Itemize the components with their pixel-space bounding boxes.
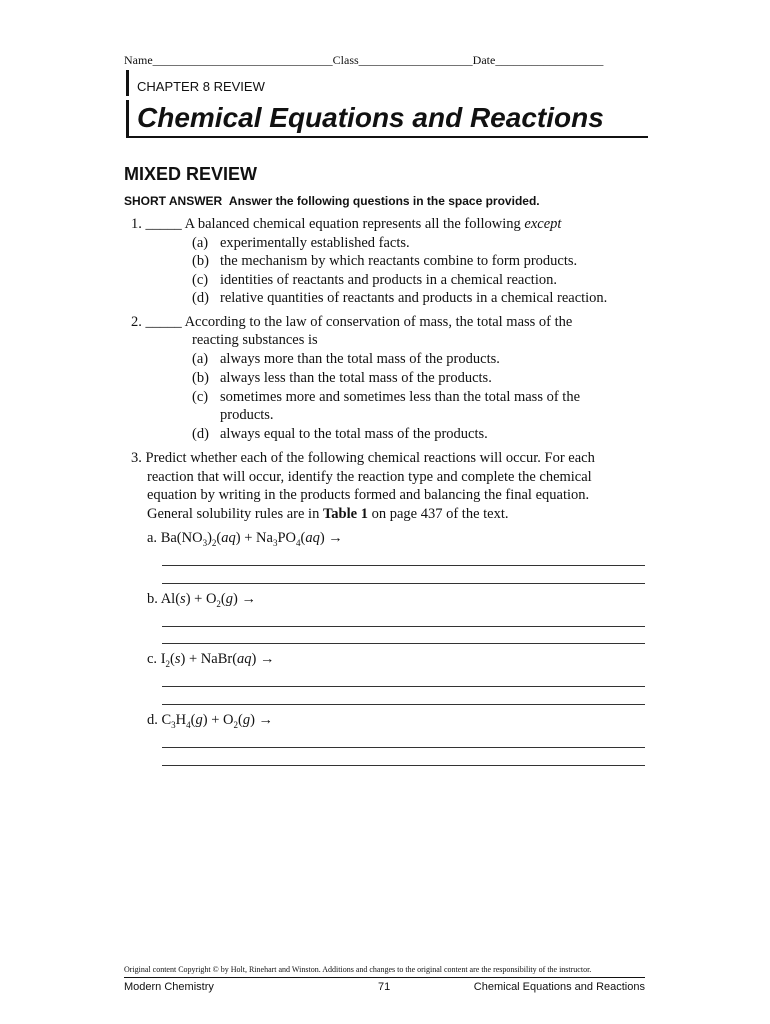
answer-line[interactable]: [162, 583, 645, 584]
answer-line[interactable]: [162, 704, 645, 705]
section-heading: MIXED REVIEW: [124, 164, 258, 184]
answer-blank[interactable]: _____: [145, 216, 182, 232]
option-text: products.: [220, 407, 274, 423]
option-b: [192, 253, 577, 270]
part-label: b.: [147, 591, 158, 607]
question-number: 1.: [131, 216, 142, 232]
page-number: 71: [378, 981, 391, 993]
option-a: [192, 351, 500, 368]
option-text: always equal to the total mass of the products.: [220, 426, 488, 442]
question-number: 2.: [131, 314, 142, 330]
option-c-continued: [192, 407, 274, 424]
instructions-text: Answer the following questions in the space provided.: [228, 194, 540, 208]
reaction-arrow: →: [258, 712, 274, 728]
reaction-d: d. $C_3H_4(g) + O_2(g)$ →: [147, 712, 274, 730]
question-3-line-3: equation by writing in the products formed and balancing the final equation.: [147, 487, 590, 503]
option-d: [192, 426, 488, 443]
instructions-label: SHORT ANSWER: [124, 194, 223, 208]
part-label: a.: [147, 530, 158, 546]
table-reference: Table 1: [322, 506, 368, 522]
option-a: [192, 235, 410, 252]
question-text: A balanced chemical equation represents all the following: [184, 216, 521, 232]
option-key: (b): [192, 370, 209, 386]
answer-line[interactable]: [162, 626, 645, 627]
answer-line[interactable]: [162, 643, 645, 644]
date-blank[interactable]: __________________: [495, 53, 604, 67]
question-3-line-4: [147, 506, 509, 523]
answer-line[interactable]: [162, 565, 645, 566]
reaction-a: a. $Ba(NO_3)_2(aq) + Na_3PO_4(aq)$ →: [147, 530, 343, 548]
question-text: According to the law of conservation of mass, the total mass of the: [184, 314, 573, 330]
question-text: Predict whether each of the following chemical reactions will occur. For each: [145, 450, 595, 466]
question-emphasis: except: [524, 216, 562, 232]
answer-line[interactable]: [162, 747, 645, 748]
option-key: (c): [192, 272, 209, 288]
question-3-stem: [131, 450, 595, 467]
title-block: [126, 100, 648, 138]
option-key: (a): [192, 351, 209, 367]
text: General solubility rules are in: [147, 506, 320, 522]
part-label: d.: [147, 712, 158, 728]
option-text: relative quantities of reactants and products in a chemical reaction.: [220, 290, 608, 306]
option-key: (d): [192, 290, 209, 306]
instructions: [124, 194, 540, 208]
option-text: experimentally established facts.: [220, 235, 410, 251]
question-2-stem: [131, 314, 572, 331]
footer-chapter-title: Chemical Equations and Reactions: [473, 981, 645, 993]
answer-blank[interactable]: _____: [145, 314, 182, 330]
answer-line[interactable]: [162, 765, 645, 766]
option-d: [192, 290, 607, 307]
option-text: identities of reactants and products in a chemical reaction.: [220, 272, 557, 288]
option-text: the mechanism by which reactants combine to form products.: [220, 253, 578, 269]
footer-book-title: Modern Chemistry: [124, 981, 214, 993]
question-1-stem: [131, 216, 561, 233]
page-title: Chemical Equations and Reactions: [137, 102, 604, 133]
text: on page 437 of the text.: [371, 506, 509, 522]
reaction-b: b. $Al(s) + O_2(g)$ →: [147, 591, 256, 609]
option-c: [192, 272, 557, 289]
chapter-label: CHAPTER 8 REVIEW: [126, 70, 265, 96]
answer-line[interactable]: [162, 686, 645, 687]
reaction-arrow: →: [241, 591, 256, 607]
option-key: (b): [192, 253, 209, 269]
name-label: Name: [124, 53, 153, 67]
reaction-arrow: →: [328, 530, 343, 546]
student-info-header: [124, 53, 603, 68]
option-key: (a): [192, 235, 209, 251]
question-number: 3.: [131, 450, 142, 466]
question-2-stem-continued: reacting substances is: [192, 332, 318, 348]
option-text: always less than the total mass of the products.: [220, 370, 492, 386]
name-blank[interactable]: ______________________________: [152, 53, 333, 67]
question-3-line-2: reaction that will occur, identify the reaction type and complete the chemical: [147, 469, 592, 485]
option-text: sometimes more and sometimes less than the total mass of the: [220, 389, 581, 405]
part-label: c.: [147, 651, 158, 667]
reaction-c: c. $I_2(s)$ + NaBr(aq) →: [147, 651, 275, 669]
option-b: [192, 370, 492, 387]
copyright-notice: Original content Copyright © by Holt, Rinehart and Winston. Additions and changes to the original content are the responsibility of the instructor.: [124, 965, 592, 974]
option-c: [192, 389, 580, 406]
class-label: Class: [332, 53, 359, 67]
date-label: Date: [472, 53, 496, 67]
reaction-arrow: →: [260, 651, 275, 667]
footer-divider: [124, 977, 645, 978]
option-key: (d): [192, 426, 209, 442]
option-text: always more than the total mass of the products.: [220, 351, 500, 367]
class-blank[interactable]: ___________________: [358, 53, 473, 67]
option-key: (c): [192, 389, 209, 405]
